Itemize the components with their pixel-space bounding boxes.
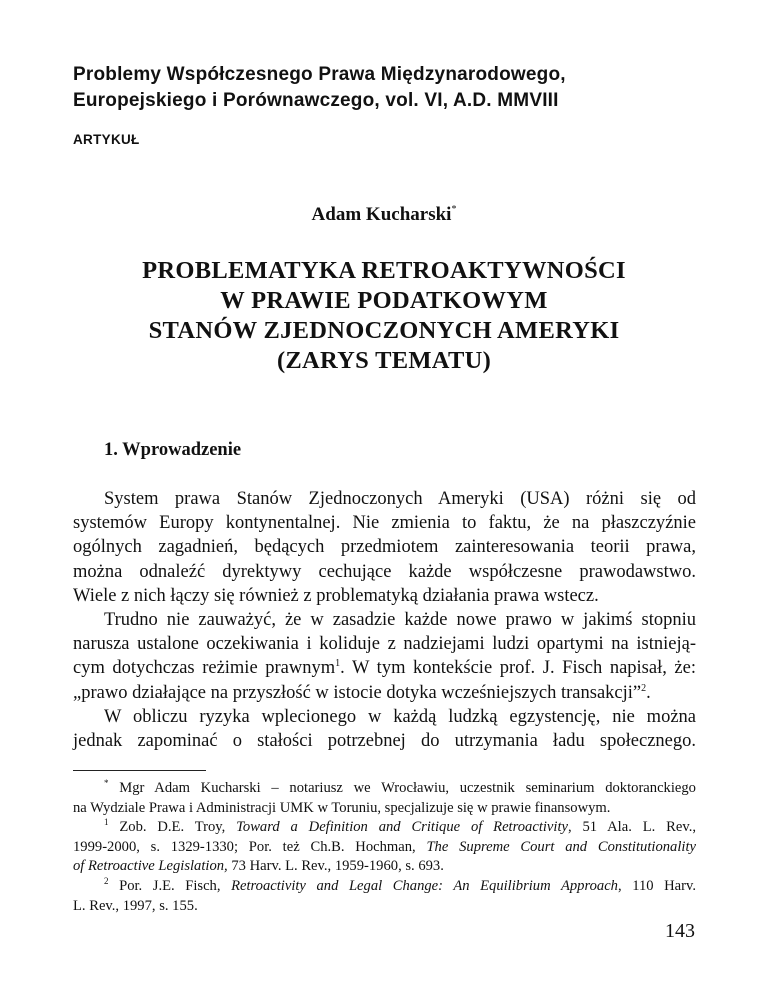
author-line xyxy=(0,204,768,226)
body-line: narusza ustalone oczekiwania i koliduje z nadziejami ludzi opartymi na istnieją- xyxy=(73,634,696,655)
footnote-title: Retroactivity and Legal Change: An Equilibrium Approach xyxy=(231,877,618,894)
author-footnote-mark[interactable]: * xyxy=(451,204,457,215)
body-text-run: . W tym kontekście prof. J. Fisch napisał, że: xyxy=(340,658,696,679)
body-text-run: cym dotychczas reżimie prawnym xyxy=(73,658,336,679)
body-text-run: . xyxy=(646,682,651,703)
body-line: System prawa Stanów Zjednoczonych Ameryki (USA) różni się od xyxy=(104,489,696,509)
title-line-2: W PRAWIE PODATKOWYM xyxy=(220,287,548,314)
title-line-3: STANÓW ZJEDNOCZONYCH AMERYKI xyxy=(148,317,620,344)
footnote-text: Mgr Adam Kucharski – notariusz we Wrocławiu, uczestnik seminarium doktoranckiego xyxy=(119,780,696,796)
body-line: Trudno nie zauważyć, że w zasadzie każde nowe prawo w jakimś stopniu xyxy=(104,609,696,630)
footnote-mark: 2 xyxy=(104,875,109,886)
section-heading: 1. Wprowadzenie xyxy=(104,440,242,460)
footnote-line: L. Rev., 1997, s. 155. xyxy=(73,897,198,914)
footnote-mark: * xyxy=(104,778,109,788)
body-line: W obliczu ryzyka wplecionego w każdą ludzką egzystencję, nie można xyxy=(104,706,696,727)
footnote-text: Por. J.E. Fisch, xyxy=(119,877,232,894)
footnote-text: , 51 Ala. L. Rev., xyxy=(568,819,696,836)
body-line: systemów Europy kontynentalnej. Nie zmienia to faktu, że na płaszczyźnie xyxy=(73,513,696,534)
footnote-text: Zob. D.E. Troy, xyxy=(119,819,237,836)
page-number: 143 xyxy=(665,920,695,942)
body-text-run: „prawo działające na przyszłość w istocie dotyka wcześniejszych transakcji” xyxy=(73,682,642,703)
author-name: Adam Kucharski xyxy=(311,204,452,225)
footnote-line xyxy=(73,857,696,877)
body-line: ogólnych zagadnień, będących przedmiotem zainteresowania teorii prawa, xyxy=(73,537,696,558)
footnote-line xyxy=(73,838,696,858)
title-line-1: PROBLEMATYKA RETROAKTYWNOŚCI xyxy=(142,257,626,284)
journal-title-line-1: Problemy Współczesnego Prawa Międzynarodowego, xyxy=(73,64,566,85)
body-line xyxy=(73,681,696,705)
footnote-line xyxy=(73,779,696,799)
body-line: można odnaleźć dyrektywy cechujące każde współczesne prawodawstwo. xyxy=(73,561,696,582)
body-line: jednak zapominać o stałości potrzebnej do utrzymania ładu społecznego. xyxy=(73,730,696,751)
footnote-title: The Supreme Court and Constitutionality xyxy=(426,838,696,855)
body-line: Wiele z nich łączy się również z problematyką działania prawa wstecz. xyxy=(73,585,599,606)
body-text xyxy=(73,487,696,753)
footnote-line: na Wydziale Prawa i Administracji UMK w Toruniu, specjalizuje się w prawie finansowym. xyxy=(73,799,611,816)
footnote-title: Toward a Definition and Critique of Retroactivity xyxy=(236,819,568,836)
footnote-mark: 1 xyxy=(104,817,109,828)
section-label: ARTYKUŁ xyxy=(73,132,140,147)
footnote-divider xyxy=(73,770,206,771)
title-line-4: (ZARYS TEMATU) xyxy=(276,347,492,374)
journal-header xyxy=(73,62,713,114)
footnote-ref-1[interactable]: 1 xyxy=(335,658,341,670)
footnote-line xyxy=(73,877,696,897)
footnote-text: 73 Harv. L. Rev., 1959-1960, s. 693. xyxy=(227,858,444,875)
journal-title-line-2: Europejskiego i Porównawczego, vol. VI, A.D. MMVIII xyxy=(73,90,559,111)
body-line xyxy=(73,656,696,680)
footnote-text: 1999-2000, s. 1329-1330; Por. też Ch.B. Hochman, xyxy=(73,838,427,855)
footnote-text: , 110 Harv. xyxy=(617,877,696,894)
footnote-line xyxy=(73,818,696,838)
footnote-ref-2[interactable]: 2 xyxy=(641,682,647,694)
footnote-title: of Retroactive Legislation, xyxy=(73,858,228,875)
footnotes xyxy=(73,779,696,916)
article-title xyxy=(0,256,768,376)
